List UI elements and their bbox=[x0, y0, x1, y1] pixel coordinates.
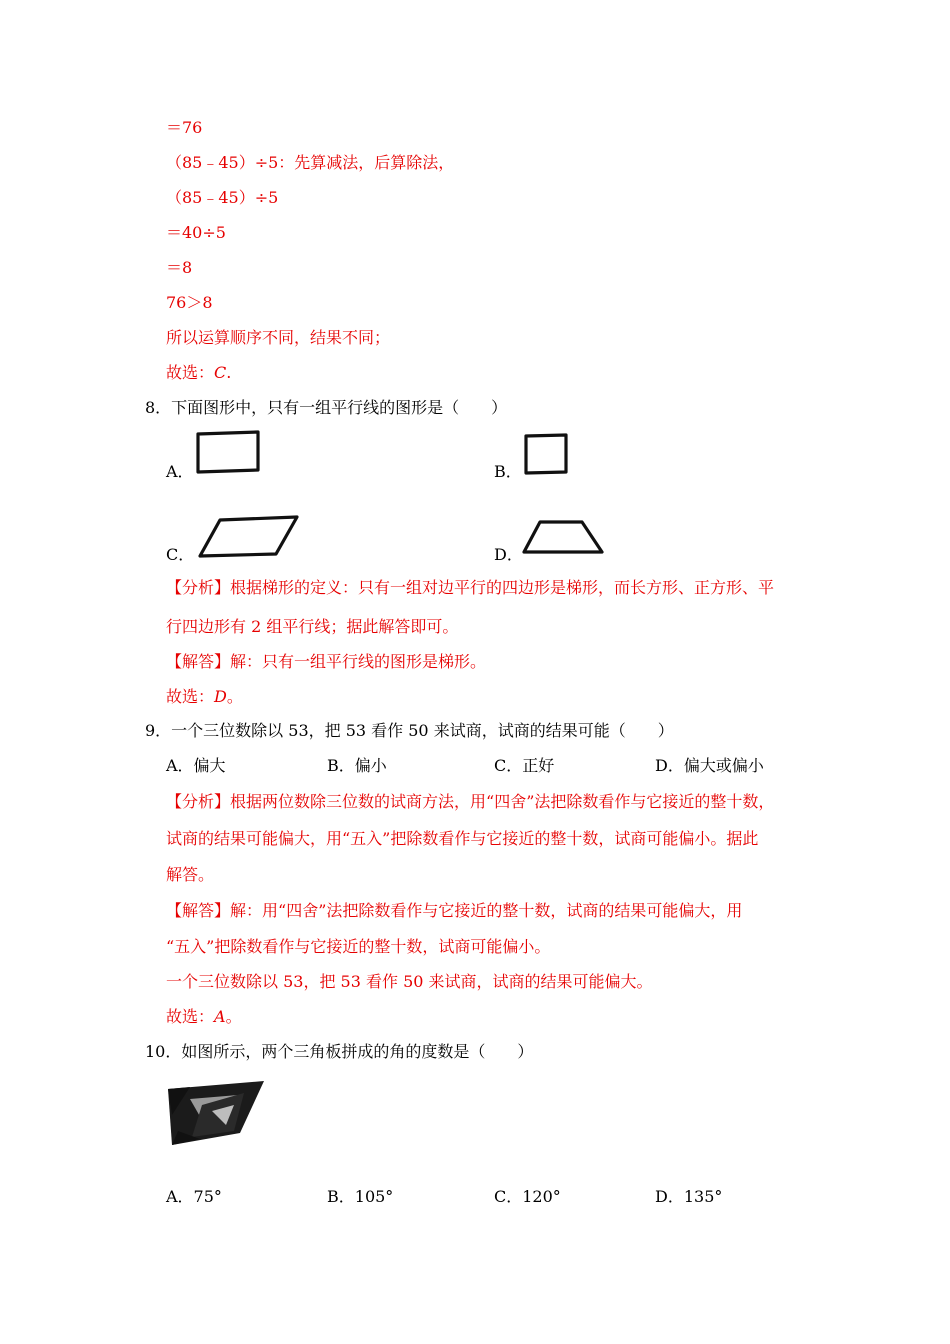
choice-suffix: 。 bbox=[226, 687, 243, 706]
choice-suffix: 。 bbox=[225, 1007, 242, 1026]
solution-line: ＝76 bbox=[166, 118, 203, 137]
option-a: A．偏大 bbox=[166, 756, 226, 775]
solution-line: （85﹣45）÷5 bbox=[166, 188, 279, 207]
solution-line: （85﹣45）÷5：先算减法，后算除法， bbox=[166, 153, 455, 172]
analysis-line: 行四边形有 2 组平行线；据此解答即可。 bbox=[166, 617, 459, 636]
choice-prefix: 故选： bbox=[166, 1007, 215, 1026]
option-a-label: A． bbox=[166, 462, 194, 481]
solution-line: 所以运算顺序不同，结果不同； bbox=[166, 328, 391, 347]
choice-value: D bbox=[214, 687, 227, 706]
choice-suffix: . bbox=[226, 363, 232, 382]
solution-line: 76＞8 bbox=[166, 293, 213, 312]
option-b: B．105° bbox=[327, 1187, 394, 1206]
option-b: B．偏小 bbox=[327, 756, 387, 775]
square-figure bbox=[518, 428, 573, 478]
question-8-stem: 8．下面图形中，只有一组平行线的图形是（ ） bbox=[145, 398, 508, 417]
answer-line: “五入”把除数看作与它接近的整十数，试商可能偏小。 bbox=[166, 937, 551, 956]
analysis-line: 解答。 bbox=[166, 865, 215, 884]
analysis-line bbox=[166, 578, 774, 598]
question-9-stem: 9．一个三位数除以 53，把 53 看作 50 来试商，试商的结果可能（ ） bbox=[145, 721, 674, 740]
answer-text: 解：用“四舍”法把除数看作与它接近的整十数，试商的结果可能偏大，用 bbox=[230, 901, 743, 920]
option-c: C．120° bbox=[494, 1187, 561, 1206]
trapezoid-figure bbox=[518, 515, 610, 560]
answer-choice-line bbox=[166, 1007, 242, 1027]
choice-value: C bbox=[214, 363, 227, 382]
answer-choice-line bbox=[166, 687, 243, 707]
choice-prefix: 故选： bbox=[166, 687, 215, 706]
answer-line bbox=[166, 652, 486, 672]
solution-line: ＝40÷5 bbox=[166, 223, 226, 242]
choice-value: A bbox=[214, 1007, 226, 1026]
answer-tag: 【解答】 bbox=[166, 901, 231, 920]
analysis-tag: 【分析】 bbox=[166, 578, 231, 597]
answer-line bbox=[166, 901, 742, 921]
analysis-text: 根据两位数除三位数的试商方法，用“四舍”法把除数看作与它接近的整十数， bbox=[230, 792, 775, 811]
option-d: D．135° bbox=[655, 1187, 723, 1206]
option-c-label: C． bbox=[166, 545, 195, 564]
analysis-line bbox=[166, 792, 774, 812]
parallelogram-figure bbox=[192, 510, 307, 562]
question-10-stem: 10．如图所示，两个三角板拼成的角的度数是（ ） bbox=[145, 1042, 534, 1061]
rectangle-figure bbox=[190, 426, 265, 476]
analysis-line: 试商的结果可能偏大，用“五入”把除数看作与它接近的整十数，试商可能偏小。据此 bbox=[166, 829, 759, 848]
option-c: C．正好 bbox=[494, 756, 555, 775]
triangle-rulers-figure bbox=[160, 1075, 270, 1150]
answer-line: 一个三位数除以 53，把 53 看作 50 来试商，试商的结果可能偏大。 bbox=[166, 972, 653, 991]
option-b-label: B． bbox=[494, 462, 522, 481]
option-d-label: D． bbox=[494, 545, 523, 564]
answer-tag: 【解答】 bbox=[166, 652, 231, 671]
option-d: D．偏大或偏小 bbox=[655, 756, 764, 775]
answer-text: 解：只有一组平行线的图形是梯形。 bbox=[230, 652, 487, 671]
solution-line: ＝8 bbox=[166, 258, 193, 277]
choice-prefix: 故选： bbox=[166, 363, 215, 382]
option-a: A．75° bbox=[166, 1187, 222, 1206]
analysis-tag: 【分析】 bbox=[166, 792, 231, 811]
analysis-text: 根据梯形的定义：只有一组对边平行的四边形是梯形，而长方形、正方形、平 bbox=[230, 578, 775, 597]
answer-choice-line bbox=[166, 363, 231, 383]
